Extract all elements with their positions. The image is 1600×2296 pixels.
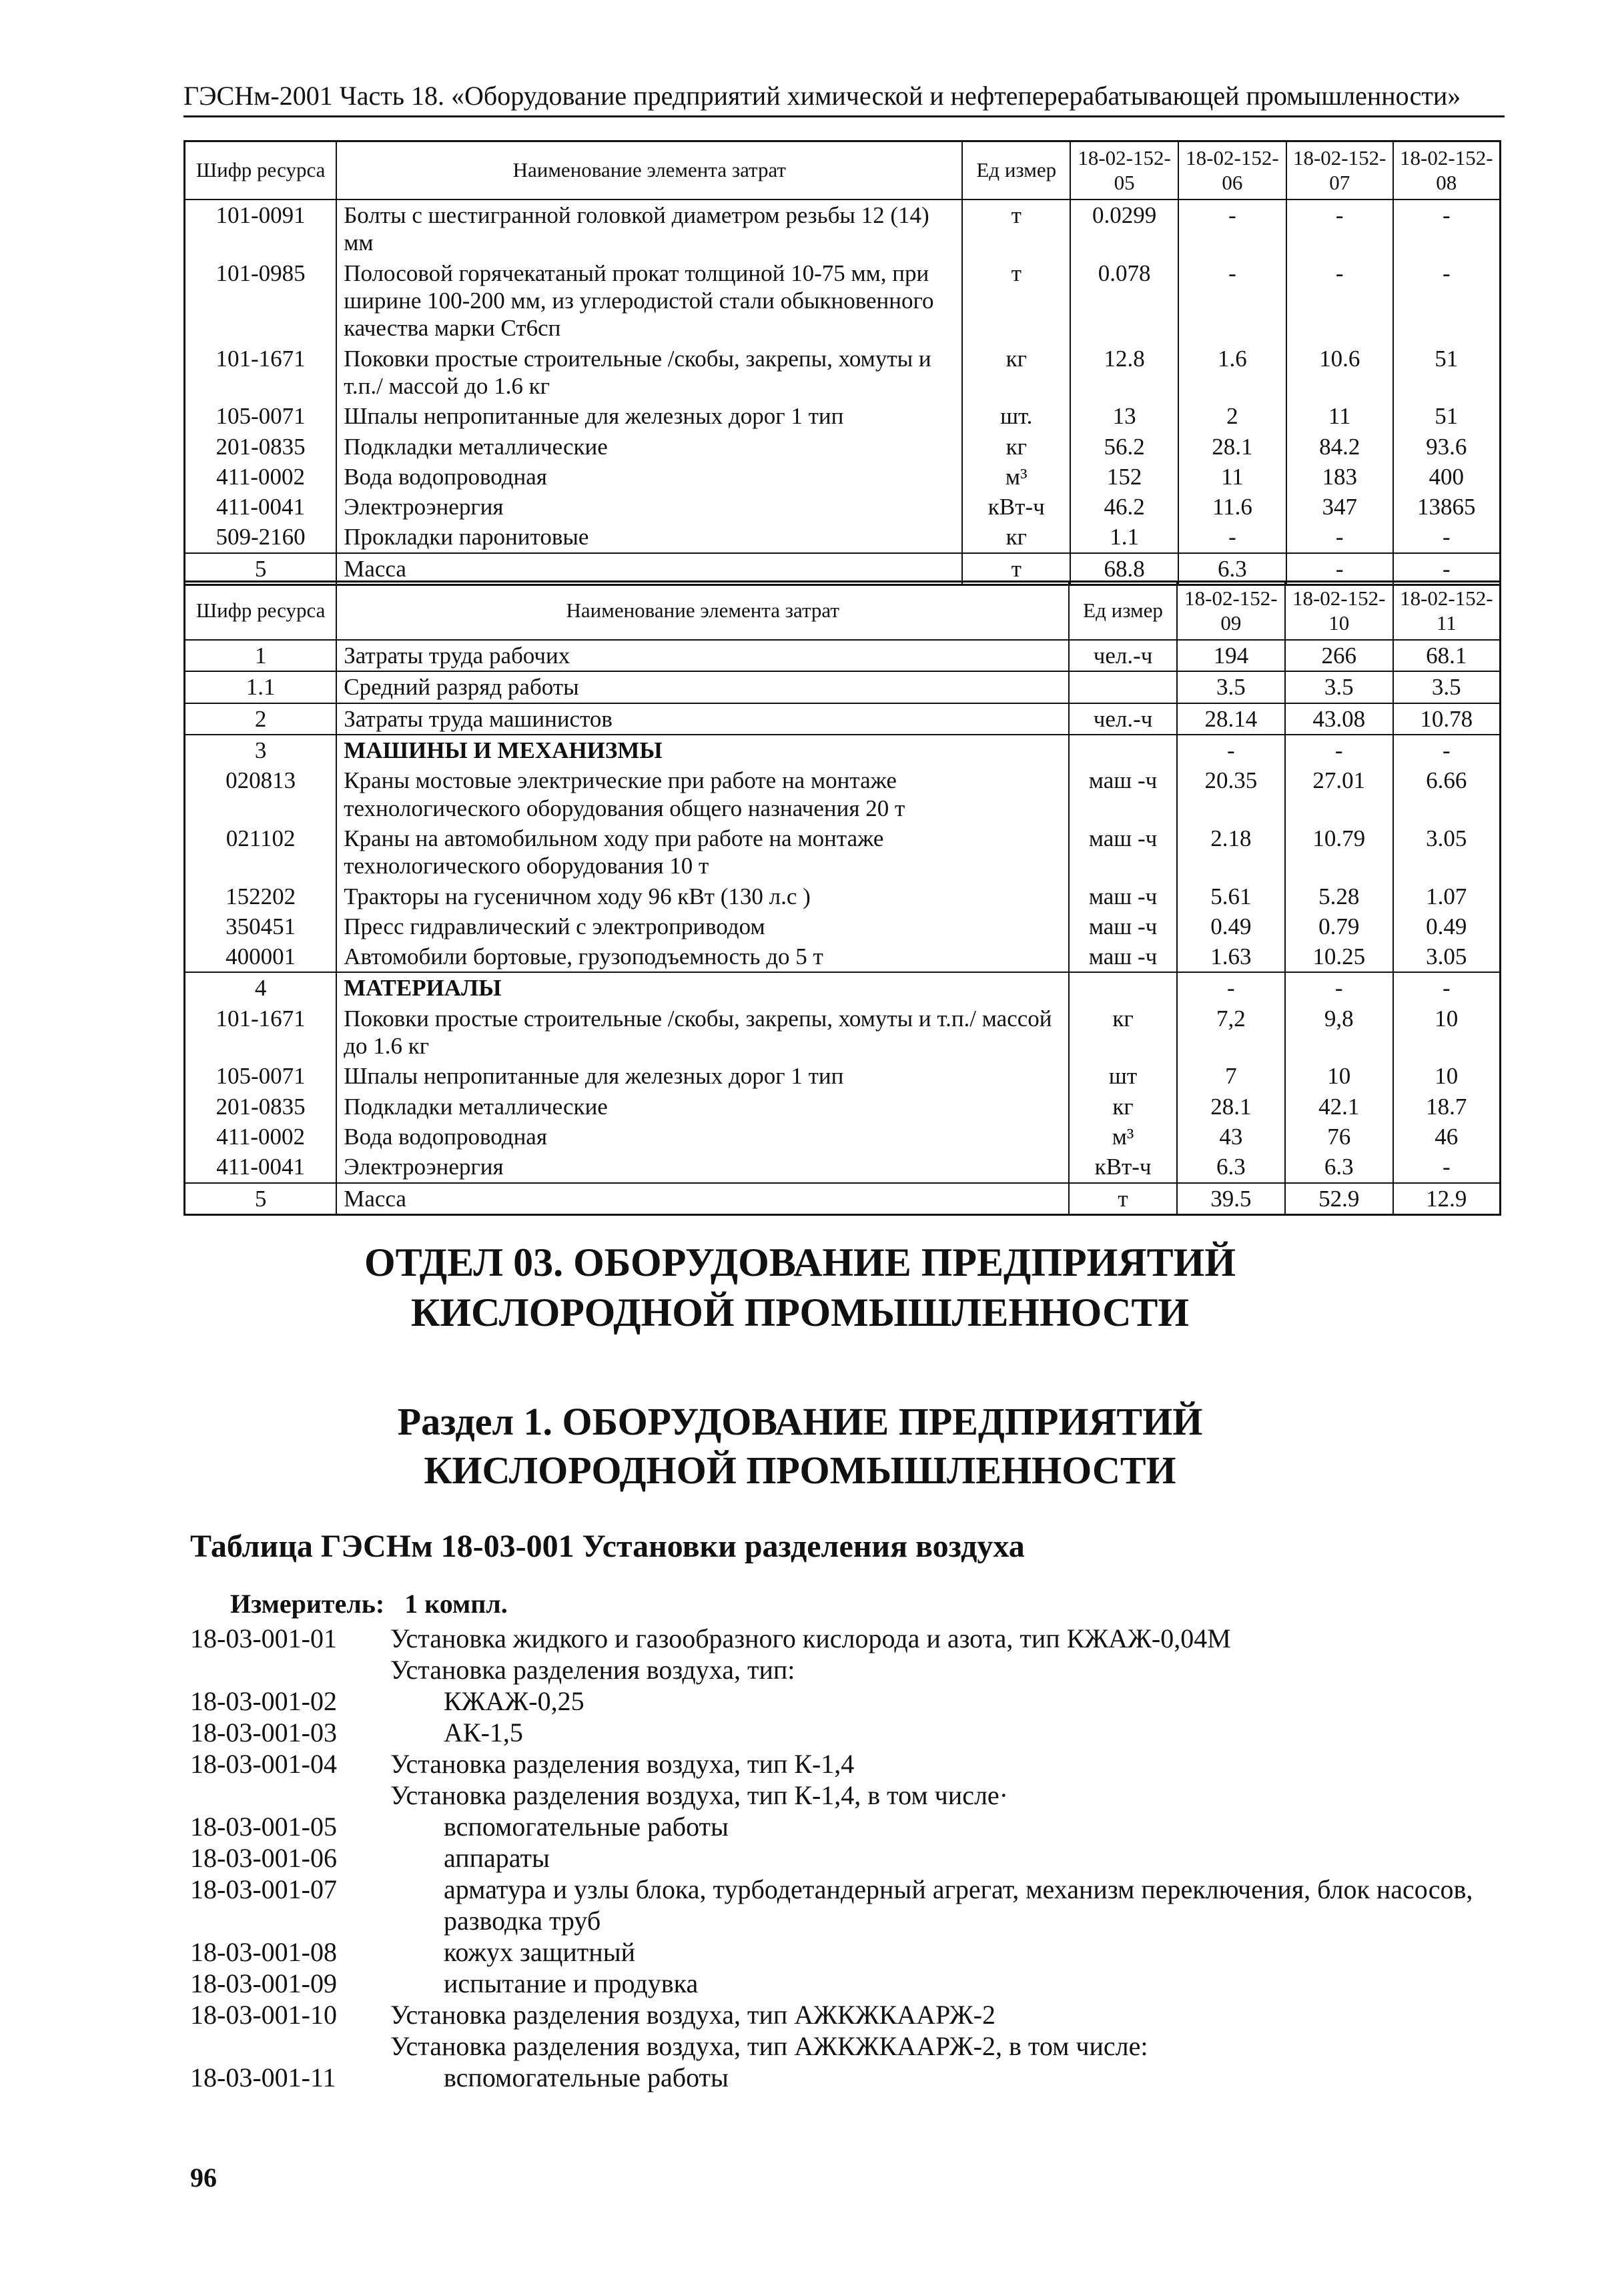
item-text: кожух защитный (444, 1937, 635, 1967)
item-text: испытание и продувка (444, 1968, 699, 1998)
table-row (185, 492, 1501, 522)
column-header: 18-02-152-09 (1177, 582, 1285, 641)
value-cell: 42.1 (1285, 1092, 1393, 1122)
item-code: 18-03-001-02 (190, 1686, 337, 1716)
value-cell: - (1393, 258, 1501, 344)
resource-code: 411-0041 (185, 492, 337, 522)
value-cell: 6.3 (1177, 1152, 1285, 1182)
value-cell: - (1393, 972, 1501, 1003)
column-header: Ед измер (1069, 582, 1177, 641)
value-cell: 39.5 (1177, 1183, 1285, 1215)
item-text: вспомогательные работы (444, 2062, 729, 2092)
item-text: Установка разделения воздуха, тип К-1,4 (390, 1749, 855, 1779)
value-cell: 1.63 (1177, 941, 1285, 972)
column-header: 18-02-152-08 (1393, 141, 1501, 200)
resource-name: Подкладки металлические (336, 1092, 1069, 1122)
value-cell: 43.08 (1285, 703, 1393, 735)
value-cell: 0.078 (1070, 258, 1178, 344)
table-row (185, 258, 1501, 344)
resource-name: Автомобили бортовые, грузоподъемность до 5 т (336, 941, 1069, 972)
resource-code: 5 (185, 1183, 337, 1215)
value-cell: - (1178, 258, 1286, 344)
value-cell: 93.6 (1393, 432, 1501, 462)
value-cell: - (1177, 735, 1285, 765)
value-cell: - (1285, 735, 1393, 765)
list-item (190, 2030, 1565, 2062)
unit: т (962, 258, 1070, 344)
value-cell: - (1178, 522, 1286, 552)
value-cell: 5.61 (1177, 881, 1285, 911)
value-cell: - (1393, 735, 1501, 765)
measure-label: Измеритель: (230, 1589, 385, 1619)
value-cell: - (1178, 200, 1286, 258)
item-text: Установка жидкого и газообразного кислорода и азота, тип КЖАЖ-0,04М (390, 1623, 1231, 1653)
table-row (185, 941, 1501, 972)
value-cell: 9,8 (1285, 1004, 1393, 1062)
resource-name: Затраты труда рабочих (336, 640, 1069, 671)
value-cell: 0.49 (1177, 911, 1285, 941)
value-cell: 46.2 (1070, 492, 1178, 522)
resource-code: 021102 (185, 823, 337, 881)
resource-name: Поковки простые строительные /скобы, закрепы, хомуты и т.п./ массой до 1.6 кг (336, 344, 962, 402)
resource-name: Полосовой горячекатаный прокат толщиной 10-75 мм, при ширине 100-200 мм, из углеродистой стали обыкновенного качества марки Ст6сп (336, 258, 962, 344)
value-cell: 46 (1393, 1122, 1501, 1152)
column-header: 18-02-152-11 (1393, 582, 1501, 641)
resource-code: 411-0041 (185, 1152, 337, 1182)
unit (1069, 671, 1177, 703)
resource-code: 201-0835 (185, 1092, 337, 1122)
item-text: аппараты (444, 1843, 550, 1873)
unit: маш -ч (1069, 881, 1177, 911)
value-cell: 11 (1286, 401, 1393, 431)
value-cell: - (1286, 522, 1393, 552)
resource-code: 1 (185, 640, 337, 671)
unit (1069, 735, 1177, 765)
resource-name: Масса (336, 1183, 1069, 1215)
value-cell: 0.49 (1393, 911, 1501, 941)
resource-code: 350451 (185, 911, 337, 941)
item-text: АК-1,5 (444, 1717, 523, 1748)
value-cell: 10.79 (1285, 823, 1393, 881)
value-cell: 68.1 (1393, 640, 1501, 671)
unit: кг (962, 432, 1070, 462)
value-cell: 400 (1393, 462, 1501, 492)
unit: маш -ч (1069, 823, 1177, 881)
unit: т (962, 553, 1070, 585)
resource-name: Масса (336, 553, 962, 585)
item-code: 18-03-001-04 (190, 1749, 337, 1779)
table-row (185, 881, 1501, 911)
value-cell: - (1286, 553, 1393, 585)
column-header: Шифр ресурса (185, 582, 337, 641)
unit: чел.-ч (1069, 640, 1177, 671)
value-cell: 11 (1178, 462, 1286, 492)
column-header: Ед измер (962, 141, 1070, 200)
value-cell: 6.3 (1178, 553, 1286, 585)
value-cell: 10 (1285, 1061, 1393, 1091)
table-row (185, 401, 1501, 431)
resource-name: Затраты труда машинистов (336, 703, 1069, 735)
value-cell: 84.2 (1286, 432, 1393, 462)
value-cell: - (1393, 1152, 1501, 1182)
unit: т (962, 200, 1070, 258)
value-cell: 6.3 (1285, 1152, 1393, 1182)
column-header: 18-02-152-10 (1285, 582, 1393, 641)
value-cell: 2 (1178, 401, 1286, 431)
value-cell: 51 (1393, 344, 1501, 402)
table-row (185, 432, 1501, 462)
table-row (185, 1004, 1501, 1062)
list-item (190, 2062, 1565, 2093)
table-row (185, 735, 1501, 765)
table-row (185, 1152, 1501, 1182)
value-cell: - (1285, 972, 1393, 1003)
value-cell: 5.28 (1285, 881, 1393, 911)
value-cell: 183 (1286, 462, 1393, 492)
unit: кг (1069, 1004, 1177, 1062)
table-row (185, 462, 1501, 492)
item-code (190, 1780, 390, 1811)
unit: т (1069, 1183, 1177, 1215)
item-code: 18-03-001-11 (190, 2062, 336, 2092)
measure-value: 1 компл. (404, 1589, 508, 1619)
item-text: Установка разделения воздуха, тип АЖКЖКААРЖ-2, в том числе: (390, 2031, 1148, 2061)
resource-code: 509-2160 (185, 522, 337, 552)
unit: маш -ч (1069, 941, 1177, 972)
resource-name: Поковки простые строительные /скобы, закрепы, хомуты и т.п./ массой до 1.6 кг (336, 1004, 1069, 1062)
item-text: Установка разделения воздуха, тип К-1,4, в том числе· (390, 1780, 1008, 1810)
list-item (190, 1623, 1565, 1654)
table-row (185, 344, 1501, 402)
resource-name: Вода водопроводная (336, 1122, 1069, 1152)
table-row (185, 823, 1501, 881)
value-cell: 12.8 (1070, 344, 1178, 402)
value-cell: 28.14 (1177, 703, 1285, 735)
resource-table-1 (183, 140, 1501, 586)
value-cell: 10.6 (1286, 344, 1393, 402)
table-row (185, 640, 1501, 671)
resource-code: 101-1671 (185, 1004, 337, 1062)
resource-name: МАШИНЫ И МЕХАНИЗМЫ (336, 735, 1069, 765)
item-list (190, 1623, 1565, 2093)
table-row (185, 522, 1501, 552)
table-row (185, 1122, 1501, 1152)
value-cell: 52.9 (1285, 1183, 1393, 1215)
value-cell: 11.6 (1178, 492, 1286, 522)
unit: чел.-ч (1069, 703, 1177, 735)
table-row (185, 1061, 1501, 1091)
item-code: 18-03-001-09 (190, 1968, 337, 1998)
table-row (185, 703, 1501, 735)
column-header: 18-02-152-05 (1070, 141, 1178, 200)
value-cell: 3.05 (1393, 941, 1501, 972)
unit: м³ (962, 462, 1070, 492)
resource-name: Пресс гидравлический с электроприводом (336, 911, 1069, 941)
item-text: Установка разделения воздуха, тип: (390, 1655, 795, 1685)
value-cell: 2.18 (1177, 823, 1285, 881)
section-title: ОТДЕЛ 03. ОБОРУДОВАНИЕ ПРЕДПРИЯТИЙ КИСЛОРОДНОЙ ПРОМЫШЛЕННОСТИ (364, 1240, 1236, 1334)
column-header: Шифр ресурса (185, 141, 337, 200)
value-cell: 3.5 (1393, 671, 1501, 703)
value-cell: 43 (1177, 1122, 1285, 1152)
table-row (185, 911, 1501, 941)
resource-name: Краны на автомобильном ходу при работе на монтаже технологического оборудования 10 т (336, 823, 1069, 881)
column-header: Наименование элемента затрат (336, 582, 1069, 641)
column-header: 18-02-152-06 (1178, 141, 1286, 200)
list-item (190, 1654, 1565, 1685)
value-cell: 7 (1177, 1061, 1285, 1091)
value-cell: 0.0299 (1070, 200, 1178, 258)
value-cell: 68.8 (1070, 553, 1178, 585)
resource-name: Средний разряд работы (336, 671, 1069, 703)
resource-code: 411-0002 (185, 462, 337, 492)
running-header: ГЭСНм-2001 Часть 18. «Оборудование предприятий химической и нефтеперерабатывающей промышленности» (183, 80, 1505, 117)
value-cell: - (1177, 972, 1285, 1003)
value-cell: - (1286, 200, 1393, 258)
value-cell: 152 (1070, 462, 1178, 492)
value-cell: 10 (1393, 1061, 1501, 1091)
item-text: арматура и узлы блока, турбодетандерный агрегат, механизм переключения, блок насосов, разводка труб (444, 1874, 1473, 1936)
table-row (185, 1092, 1501, 1122)
resource-name: Электроэнергия (336, 1152, 1069, 1182)
unit: кВт-ч (1069, 1152, 1177, 1182)
value-cell: - (1393, 200, 1501, 258)
resource-name: Краны мостовые электрические при работе на монтаже технологического оборудования общего назначения 20 т (336, 765, 1069, 823)
measure-line (230, 1588, 521, 1619)
value-cell: 28.1 (1178, 432, 1286, 462)
list-item (190, 1748, 1565, 1780)
resource-code: 201-0835 (185, 432, 337, 462)
value-cell: 18.7 (1393, 1092, 1501, 1122)
resource-name: Болты с шестигранной головкой диаметром резьбы 12 (14) мм (336, 200, 962, 258)
resource-code: 105-0071 (185, 1061, 337, 1091)
item-code: 18-03-001-10 (190, 2000, 337, 2030)
resource-code: 020813 (185, 765, 337, 823)
value-cell: - (1286, 258, 1393, 344)
list-item (190, 1780, 1565, 1811)
value-cell: 7,2 (1177, 1004, 1285, 1062)
value-cell: 56.2 (1070, 432, 1178, 462)
list-item (190, 1874, 1565, 1936)
unit: шт. (962, 401, 1070, 431)
unit: м³ (1069, 1122, 1177, 1152)
item-code: 18-03-001-06 (190, 1843, 337, 1873)
table-title: Таблица ГЭСНм 18-03-001 Установки разделения воздуха (190, 1529, 1025, 1564)
column-header: 18-02-152-07 (1286, 141, 1393, 200)
resource-code: 1.1 (185, 671, 337, 703)
value-cell: 0.79 (1285, 911, 1393, 941)
subsection-title: Раздел 1. ОБОРУДОВАНИЕ ПРЕДПРИЯТИЙ КИСЛОРОДНОЙ ПРОМЫШЛЕННОСТИ (397, 1400, 1203, 1492)
value-cell: 51 (1393, 401, 1501, 431)
value-cell: 1.07 (1393, 881, 1501, 911)
value-cell: 3.5 (1177, 671, 1285, 703)
unit: кВт-ч (962, 492, 1070, 522)
resource-code: 152202 (185, 881, 337, 911)
value-cell: 76 (1285, 1122, 1393, 1152)
resource-code: 101-1671 (185, 344, 337, 402)
resource-code: 400001 (185, 941, 337, 972)
value-cell: 13 (1070, 401, 1178, 431)
item-code (190, 1654, 390, 1685)
unit: шт (1069, 1061, 1177, 1091)
value-cell: 347 (1286, 492, 1393, 522)
value-cell: 13865 (1393, 492, 1501, 522)
resource-name: МАТЕРИАЛЫ (336, 972, 1069, 1003)
list-item (190, 1968, 1565, 1999)
page-number: 96 (190, 2163, 217, 2193)
value-cell: 10 (1393, 1004, 1501, 1062)
resource-name: Подкладки металлические (336, 432, 962, 462)
table-row (185, 765, 1501, 823)
item-code: 18-03-001-05 (190, 1812, 337, 1842)
value-cell: 27.01 (1285, 765, 1393, 823)
value-cell: 3.05 (1393, 823, 1501, 881)
resource-code: 4 (185, 972, 337, 1003)
item-code: 18-03-001-07 (190, 1874, 337, 1904)
list-item (190, 1842, 1565, 1874)
value-cell: 3.5 (1285, 671, 1393, 703)
unit: маш -ч (1069, 911, 1177, 941)
value-cell: 1.6 (1178, 344, 1286, 402)
item-code (190, 2030, 390, 2062)
resource-code: 2 (185, 703, 337, 735)
item-code: 18-03-001-03 (190, 1717, 337, 1748)
unit: маш -ч (1069, 765, 1177, 823)
resource-code: 105-0071 (185, 401, 337, 431)
table-row (185, 200, 1501, 258)
resource-name: Вода водопроводная (336, 462, 962, 492)
resource-name: Тракторы на гусеничном ходу 96 кВт (130 л.с ) (336, 881, 1069, 911)
value-cell: 12.9 (1393, 1183, 1501, 1215)
unit (1069, 972, 1177, 1003)
list-item (190, 1811, 1565, 1842)
table-row (185, 671, 1501, 703)
resource-code: 101-0985 (185, 258, 337, 344)
resource-name: Шпалы непропитанные для железных дорог 1 тип (336, 1061, 1069, 1091)
column-header: Наименование элемента затрат (336, 141, 962, 200)
value-cell: 6.66 (1393, 765, 1501, 823)
value-cell: 10.25 (1285, 941, 1393, 972)
resource-name: Шпалы непропитанные для железных дорог 1 тип (336, 401, 962, 431)
item-text: КЖАЖ-0,25 (444, 1686, 584, 1716)
unit: кг (962, 344, 1070, 402)
list-item (190, 1999, 1565, 2030)
value-cell: 28.1 (1177, 1092, 1285, 1122)
value-cell: - (1393, 522, 1501, 552)
resource-code: 3 (185, 735, 337, 765)
list-item (190, 1936, 1565, 1968)
item-code: 18-03-001-08 (190, 1937, 337, 1967)
resource-code: 101-0091 (185, 200, 337, 258)
value-cell: - (1393, 553, 1501, 585)
value-cell: 10.78 (1393, 703, 1501, 735)
table-row (185, 972, 1501, 1003)
table-row (185, 1183, 1501, 1215)
unit: кг (1069, 1092, 1177, 1122)
unit: кг (962, 522, 1070, 552)
item-text: вспомогательные работы (444, 1812, 729, 1842)
resource-name: Электроэнергия (336, 492, 962, 522)
value-cell: 20.35 (1177, 765, 1285, 823)
resource-code: 5 (185, 553, 337, 585)
item-code: 18-03-001-01 (190, 1623, 337, 1653)
resource-name: Прокладки паронитовые (336, 522, 962, 552)
item-text: Установка разделения воздуха, тип АЖКЖКААРЖ-2 (390, 2000, 995, 2030)
value-cell: 1.1 (1070, 522, 1178, 552)
value-cell: 266 (1285, 640, 1393, 671)
resource-code: 411-0002 (185, 1122, 337, 1152)
list-item (190, 1685, 1565, 1717)
resource-table-2 (183, 581, 1501, 1216)
list-item (190, 1717, 1565, 1748)
value-cell: 194 (1177, 640, 1285, 671)
